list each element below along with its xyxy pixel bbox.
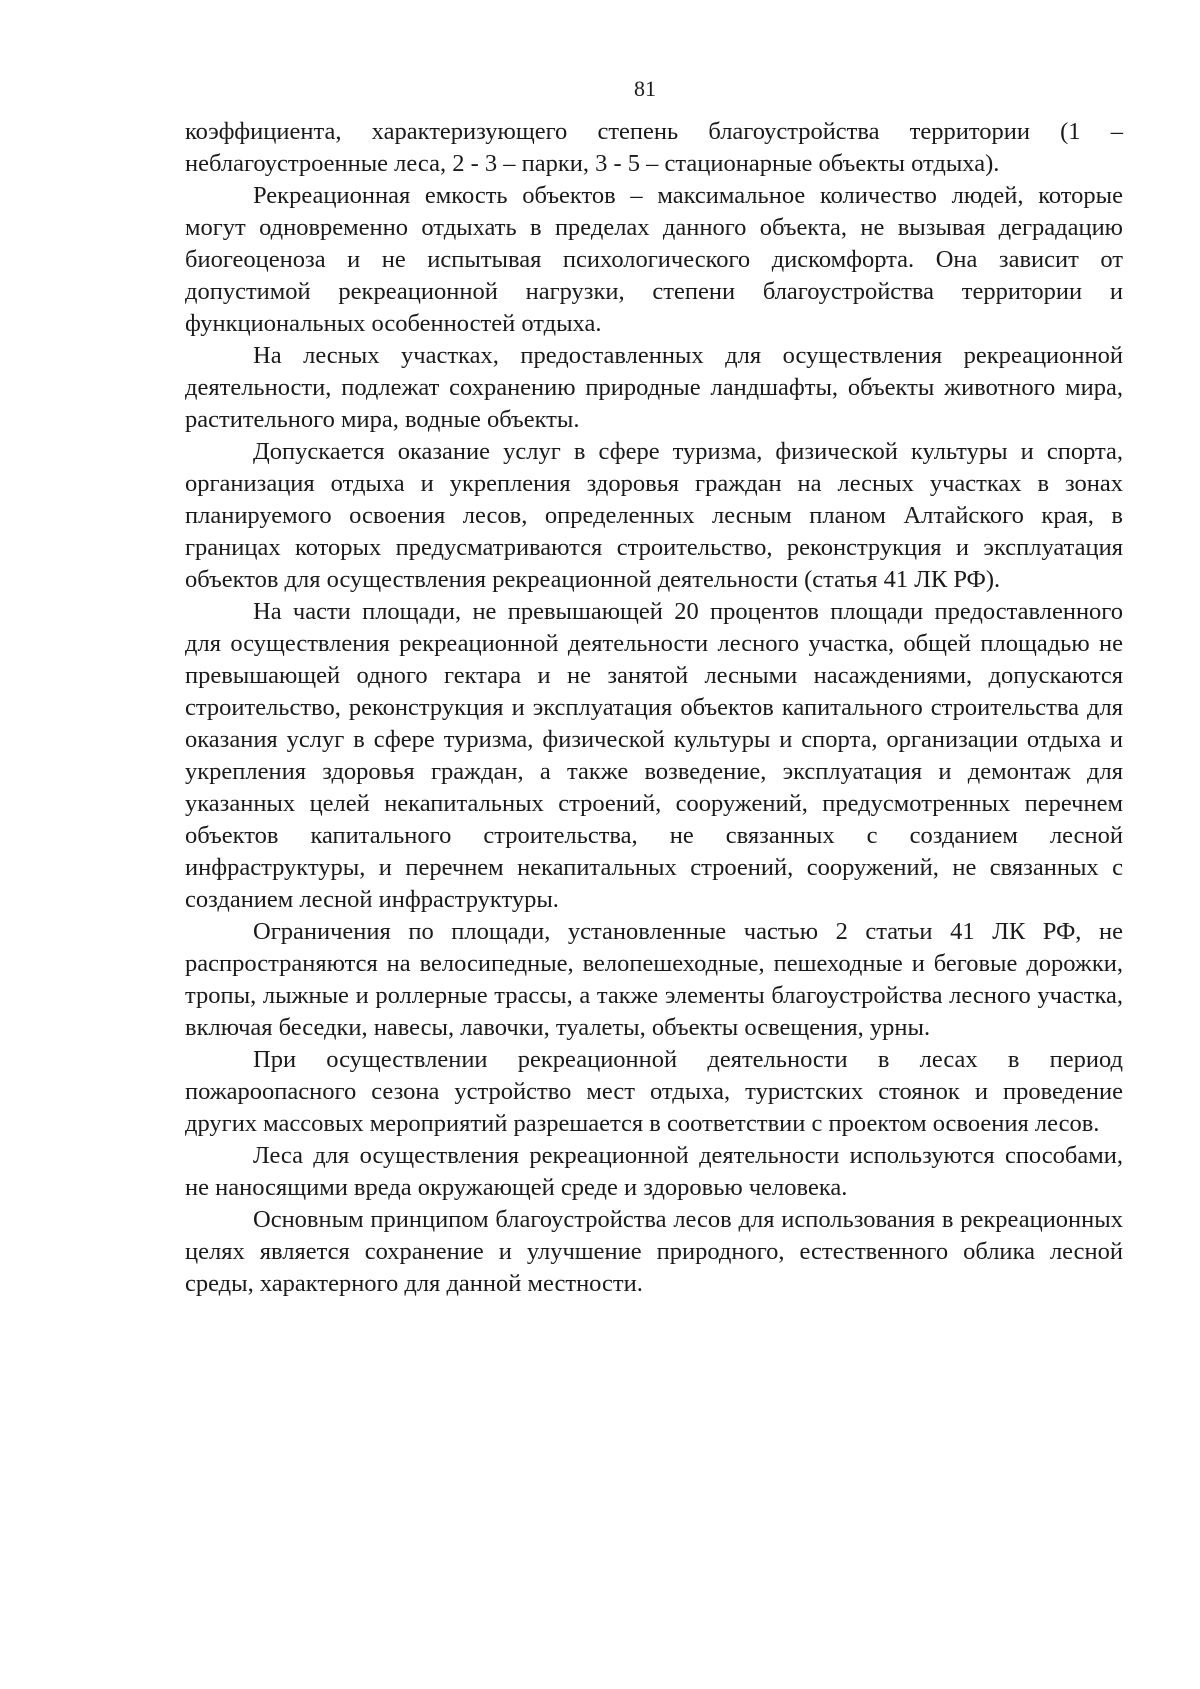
paragraph-services-allowed: Допускается оказание услуг в сфере туризма, физической культуры и спорта, организация отдыха и укрепления здоровья граждан на лесных участках в зонах планируемого освоения лесов, определенных лесным планом Алтайского края, в границах которых предусматриваются строительство, реконструкция и эксплуатация объектов для осуществления рекреационной деятельности (статья 41 ЛК РФ).	[185, 438, 1123, 593]
paragraph-construction-limits: На части площади, не превышающей 20 процентов площади предоставленного для осуществления рекреационной деятельности лесного участка, общей площадью не превышающей одного гектара и не занятой лесными насаждениями, допускаются строительство, реконструкция и эксплуатация объектов капитального строительства для оказания услуг в сфере туризма, физической культуры и спорта, организации отдыха и укрепления здоровья граждан, а также возведение, эксплуатация и демонтаж для указанных целей некапитальных строений, сооружений, предусмотренных перечнем объектов капитального строительства, не связанных с созданием лесной инфраструктуры, и перечнем некапитальных строений, сооружений, не связанных с созданием лесной инфраструктуры.	[185, 598, 1123, 913]
paragraph-usage-methods: Леса для осуществления рекреационной деятельности используются способами, не наносящими вреда окружающей среде и здоровью человека.	[185, 1142, 1123, 1201]
paragraph-recreational-capacity: Рекреационная емкость объектов – максимальное количество людей, которые могут одновременно отдыхать в пределах данного объекта, не вызывая деградацию биогеоценоза и не испытывая психологического дискомфорта. Она зависит от допустимой рекреационной нагрузки, степени благоустройства территории и функциональных особенностей отдыха.	[185, 182, 1123, 337]
paragraph-fire-season: При осуществлении рекреационной деятельности в лесах в период пожароопасного сезона устройство мест отдыха, туристских стоянок и проведение других массовых мероприятий разрешается в соответствии с проектом освоения лесов.	[185, 1046, 1123, 1137]
paragraph-continued: коэффициента, характеризующего степень благоустройства территории (1 – неблагоустроенные леса, 2 - 3 – парки, 3 - 5 – стационарные объекты отдыха).	[185, 118, 1123, 177]
paragraph-area-restrictions: Ограничения по площади, установленные частью 2 статьи 41 ЛК РФ, не распространяются на велосипедные, велопешеходные, пешеходные и беговые дорожки, тропы, лыжные и роллерные трассы, а также элементы благоустройства лесного участка, включая беседки, навесы, лавочки, туалеты, объекты освещения, урны.	[185, 918, 1123, 1041]
paragraph-main-principle: Основным принципом благоустройства лесов для использования в рекреационных целях является сохранение и улучшение природного, естественного облика лесной среды, характерного для данной местности.	[185, 1206, 1123, 1297]
document-body	[185, 116, 1123, 1300]
paragraph-preservation: На лесных участках, предоставленных для осуществления рекреационной деятельности, подлежат сохранению природные ландшафты, объекты животного мира, растительного мира, водные объекты.	[185, 342, 1123, 433]
page-number: 81	[634, 76, 656, 101]
